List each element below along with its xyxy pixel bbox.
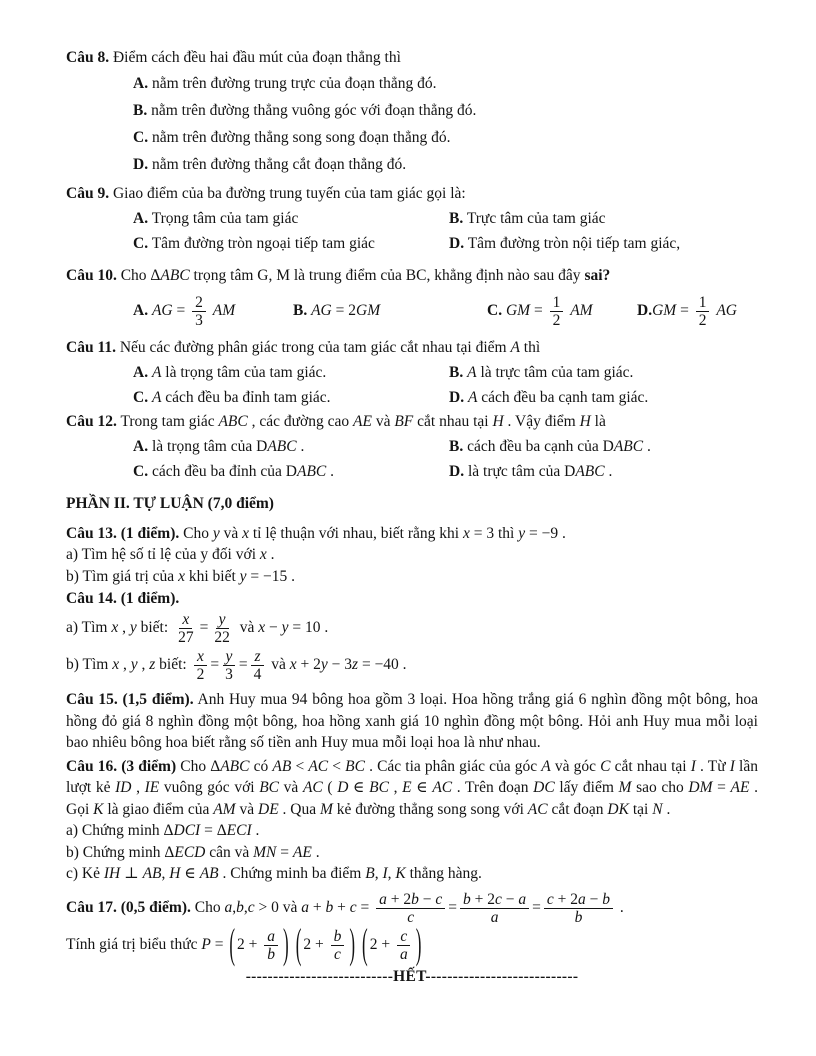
option-text: A cách đều ba cạnh tam giác. bbox=[467, 389, 649, 406]
fraction-numerator: 1 bbox=[550, 294, 564, 312]
fraction bbox=[264, 928, 278, 963]
fraction-numerator: 1 bbox=[696, 294, 710, 312]
question-10-option-a bbox=[133, 294, 293, 329]
equals-sign: = bbox=[448, 898, 457, 916]
footer-dashes-right: ---------------------------- bbox=[425, 967, 579, 985]
question-17-line-1 bbox=[66, 891, 758, 926]
question-8-options bbox=[133, 70, 758, 178]
question-16-part-b: b) Chứng minh ΔECD cân và MN = AE . bbox=[66, 843, 320, 861]
question-10-options bbox=[133, 290, 758, 332]
option-letter: B. bbox=[133, 102, 148, 119]
option-letter: C. bbox=[133, 235, 149, 252]
fraction bbox=[397, 928, 411, 963]
fraction-denominator: c bbox=[334, 945, 341, 963]
fraction bbox=[251, 648, 265, 683]
footer-dashes-left: --------------------------- bbox=[245, 967, 394, 985]
question-9-option-a bbox=[133, 206, 449, 231]
question-11-options bbox=[133, 360, 758, 410]
question-11-label: Câu 11. bbox=[66, 339, 116, 356]
question-12-option-c bbox=[133, 459, 449, 484]
option-letter: C. bbox=[133, 129, 149, 146]
formula-text: Cho a,b,c > 0 và a + b + c = bbox=[190, 898, 374, 916]
option-text: nằm trên đường thẳng vuông góc với đoạn thẳng đó. bbox=[151, 102, 477, 119]
fraction-denominator: 3 bbox=[225, 666, 233, 683]
question-8-heading bbox=[66, 48, 758, 68]
question-8-label: Câu 8. bbox=[66, 49, 110, 66]
left-paren: ( bbox=[229, 920, 236, 968]
question-10-option-d bbox=[637, 294, 737, 329]
question-10-option-b bbox=[293, 302, 487, 320]
fraction bbox=[222, 648, 236, 683]
question-16 bbox=[66, 756, 758, 821]
option-letter: A. bbox=[133, 438, 149, 455]
question-13-text: Cho y và x tỉ lệ thuận với nhau, biết rằng khi x = 3 thì y = −9 . bbox=[183, 525, 566, 542]
formula-text: GM = bbox=[652, 301, 693, 319]
fraction-denominator: 3 bbox=[195, 311, 203, 329]
question-10-label: Câu 10. bbox=[66, 267, 117, 284]
formula-text: 2 + bbox=[369, 935, 394, 953]
option-letter: D. bbox=[449, 389, 465, 406]
formula-text: a) Tìm x , y biết: bbox=[66, 619, 173, 637]
fraction bbox=[544, 891, 613, 926]
fraction bbox=[194, 648, 208, 683]
question-17-label: Câu 17. (0,5 điểm). bbox=[66, 898, 191, 916]
formula-text: 2 + bbox=[303, 935, 328, 953]
fraction-denominator: 2 bbox=[552, 311, 561, 329]
equals-sign: = bbox=[199, 619, 209, 637]
question-9-options bbox=[133, 206, 758, 256]
question-8-text: Điểm cách đều hai đầu mút của đoạn thẳng thì bbox=[112, 49, 401, 66]
option-letter: D. bbox=[637, 301, 653, 319]
question-11-text: Nếu các đường phân giác trong của tam giác cắt nhau tại điểm A thì bbox=[119, 339, 541, 356]
option-letter: C. bbox=[133, 389, 149, 406]
question-8-option-d bbox=[133, 151, 758, 178]
option-text: Trực tâm của tam giác bbox=[466, 210, 606, 227]
formula-text: và x − y = 10 . bbox=[235, 619, 329, 637]
formula-text: GM = bbox=[505, 301, 547, 319]
question-12-text: Trong tam giác ABC , các đường cao AE và BF cắt nhau tại H . Vậy điểm H là bbox=[120, 413, 606, 430]
option-text: A là trực tâm của tam giác. bbox=[467, 364, 634, 381]
fraction-numerator: a + 2b − c bbox=[376, 891, 445, 909]
formula-text: AM bbox=[570, 301, 593, 319]
question-11-option-b bbox=[449, 360, 758, 385]
option-letter: C. bbox=[487, 301, 503, 319]
fraction-numerator: y bbox=[223, 648, 236, 666]
option-letter: C. bbox=[133, 463, 149, 480]
question-14-label: Câu 14. (1 điểm). bbox=[66, 590, 180, 607]
option-text: A là trọng tâm của tam giác. bbox=[151, 364, 327, 381]
fraction-denominator: b bbox=[574, 908, 583, 926]
fraction-denominator: a bbox=[490, 908, 499, 926]
option-letter: B. bbox=[449, 210, 464, 227]
option-letter: D. bbox=[133, 156, 149, 173]
question-11-option-d bbox=[449, 385, 758, 410]
fraction-numerator: c bbox=[397, 928, 410, 946]
question-12-option-d bbox=[449, 459, 758, 484]
question-15 bbox=[66, 689, 758, 754]
fraction-numerator: b bbox=[331, 928, 345, 946]
option-text: Tâm đường tròn nội tiếp tam giác, bbox=[467, 235, 681, 252]
option-letter: D. bbox=[449, 463, 465, 480]
question-10-text: Cho ΔABC trọng tâm G, M là trung điểm của BC, khẳng định nào sau đây sai? bbox=[120, 267, 611, 284]
fraction-denominator: 2 bbox=[698, 311, 707, 329]
fraction-denominator: 22 bbox=[214, 629, 230, 646]
option-letter: B. bbox=[449, 364, 464, 381]
question-16-text: Cho ΔABC có AB < AC < BC . Các tia phân giác của góc A và góc C cắt nhau tại I . Từ I lần lượt kẻ ID , IE vuông góc với BC và AC ( D ∈ BC , E ∈ AC . Trên đoạn DC lấy điểm M sao cho DM = AE . Gọi K là giao điểm của AM và DE . Qua M kẻ đường thẳng song song với AC cắt đoạn DK tại N . bbox=[66, 757, 758, 818]
question-12-option-a bbox=[133, 434, 449, 459]
question-9-text: Giao điểm của ba đường trung tuyến của tam giác gọi là: bbox=[112, 185, 466, 202]
fraction-numerator: x bbox=[194, 648, 207, 666]
question-12-heading bbox=[66, 412, 758, 432]
right-paren: ) bbox=[283, 920, 289, 968]
parenthesized-factor bbox=[360, 920, 423, 968]
fraction-numerator: z bbox=[251, 648, 263, 666]
formula-text: AG bbox=[716, 301, 737, 319]
option-text: nằm trên đường thẳng song song đoạn thẳng đó. bbox=[151, 129, 451, 146]
question-11-option-c bbox=[133, 385, 449, 410]
footer-het-text: HẾT bbox=[393, 967, 426, 985]
formula-text: AG = 2GM bbox=[311, 302, 381, 319]
option-letter: A. bbox=[133, 210, 149, 227]
fraction-numerator: b + 2c − a bbox=[460, 891, 529, 909]
fraction-numerator: a bbox=[264, 928, 278, 946]
fraction-numerator: x bbox=[179, 611, 192, 629]
fraction-denominator: 4 bbox=[253, 666, 262, 683]
question-10-option-c bbox=[487, 294, 637, 329]
parenthesized-factor bbox=[227, 920, 290, 968]
question-13-part-a: a) Tìm hệ số tỉ lệ của y đối với x . bbox=[66, 546, 275, 563]
question-9-option-c bbox=[133, 231, 449, 256]
option-letter: A. bbox=[133, 301, 149, 319]
end-marker bbox=[66, 967, 758, 987]
question-9-label: Câu 9. bbox=[66, 185, 110, 202]
fraction-denominator: b bbox=[267, 945, 276, 963]
fraction bbox=[376, 891, 445, 926]
fraction-numerator: 2 bbox=[192, 294, 206, 312]
equals-sign: = bbox=[238, 656, 248, 674]
question-16-part-c: c) Kẻ IH ⊥ AB, H ∈ AB . Chứng minh ba điểm B, I, K thẳng hàng. bbox=[66, 865, 482, 882]
fraction bbox=[460, 891, 529, 926]
question-9-option-b bbox=[449, 206, 758, 231]
fraction-numerator: y bbox=[216, 611, 229, 629]
option-letter: B. bbox=[449, 438, 464, 455]
question-15-label: Câu 15. (1,5 điểm). bbox=[66, 691, 194, 708]
right-paren: ) bbox=[415, 920, 422, 968]
part-2-heading: PHẦN II. TỰ LUẬN (7,0 điểm) bbox=[66, 495, 274, 512]
question-11-option-a bbox=[133, 360, 449, 385]
question-12-option-b bbox=[449, 434, 758, 459]
option-letter: B. bbox=[293, 302, 308, 319]
question-14-part-a bbox=[66, 611, 758, 646]
question-16-part-a: a) Chứng minh ΔDCI = ΔECI . bbox=[66, 822, 260, 839]
formula-text: . bbox=[616, 898, 624, 916]
question-14-part-b bbox=[66, 648, 758, 683]
option-text: Trọng tâm của tam giác bbox=[151, 210, 299, 227]
question-11-heading bbox=[66, 338, 758, 358]
equals-sign: = bbox=[210, 656, 220, 674]
parenthesized-factor bbox=[294, 920, 357, 968]
question-8-option-b bbox=[133, 97, 758, 124]
question-13-heading bbox=[66, 524, 758, 544]
question-13-part-b: b) Tìm giá trị của x khi biết y = −15 . bbox=[66, 567, 296, 585]
question-15-text: Anh Huy mua 94 bông hoa gồm 3 loại. Hoa hồng trắng giá 6 nghìn đồng một bông, hoa hồng đỏ giá 8 nghìn đồng một bông, hoa hồng xanh giá 10 nghìn đồng một bông. Hỏi anh Huy mua mỗi loại bao nhiêu bông hoa biết rằng số tiền anh Huy mua mỗi loại hoa là như nhau. bbox=[66, 691, 758, 751]
question-12-options bbox=[133, 434, 758, 484]
fraction bbox=[696, 294, 710, 329]
left-paren: ( bbox=[295, 920, 302, 968]
formula-text: AM bbox=[212, 301, 236, 319]
question-9-heading bbox=[66, 184, 758, 204]
fraction-denominator: 2 bbox=[196, 666, 205, 683]
option-text: nằm trên đường thẳng cắt đoạn thẳng đó. bbox=[151, 156, 407, 173]
fraction bbox=[331, 928, 345, 963]
fraction-denominator: 27 bbox=[178, 629, 194, 646]
formula-text: 2 + bbox=[237, 935, 262, 953]
option-text: cách đều ba đỉnh của DABC . bbox=[151, 463, 335, 480]
fraction bbox=[211, 611, 233, 646]
fraction-denominator: c bbox=[407, 908, 415, 926]
option-text: Tâm đường tròn ngoại tiếp tam giác bbox=[151, 235, 375, 252]
option-letter: A. bbox=[133, 364, 149, 381]
question-17-line-2 bbox=[66, 920, 758, 968]
right-paren: ) bbox=[349, 920, 356, 968]
formula-text: và x + 2y − 3z = −40 . bbox=[267, 656, 407, 674]
fraction bbox=[550, 294, 564, 329]
fraction-denominator: a bbox=[399, 945, 408, 963]
equals-sign: = bbox=[532, 898, 541, 916]
option-text: là trực tâm của DABC . bbox=[467, 463, 613, 480]
question-12-label: Câu 12. bbox=[66, 413, 117, 430]
question-9-option-d bbox=[449, 231, 758, 256]
option-text: A cách đều ba đỉnh tam giác. bbox=[151, 389, 331, 406]
fraction bbox=[192, 294, 206, 329]
formula-text: b) Tìm x , y , z biết: bbox=[66, 656, 191, 674]
formula-text: AG = bbox=[151, 301, 190, 319]
option-text: là trọng tâm của DABC . bbox=[151, 438, 305, 455]
question-8-option-c bbox=[133, 124, 758, 151]
question-16-label: Câu 16. (3 điểm) bbox=[66, 757, 177, 775]
question-13-label: Câu 13. (1 điểm). bbox=[66, 525, 180, 542]
fraction bbox=[175, 611, 197, 646]
left-paren: ( bbox=[362, 920, 368, 968]
fraction-numerator: c + 2a − b bbox=[544, 891, 613, 909]
option-text: cách đều ba cạnh của DABC . bbox=[467, 438, 651, 455]
option-text: nằm trên đường trung trực của đoạn thẳng đó. bbox=[151, 75, 437, 92]
question-8-option-a bbox=[133, 70, 758, 97]
option-letter: D. bbox=[449, 235, 465, 252]
question-10-heading bbox=[66, 266, 758, 286]
formula-text: Tính giá trị biểu thức P = bbox=[66, 935, 228, 953]
question-14-heading bbox=[66, 589, 758, 609]
option-letter: A. bbox=[133, 75, 149, 92]
